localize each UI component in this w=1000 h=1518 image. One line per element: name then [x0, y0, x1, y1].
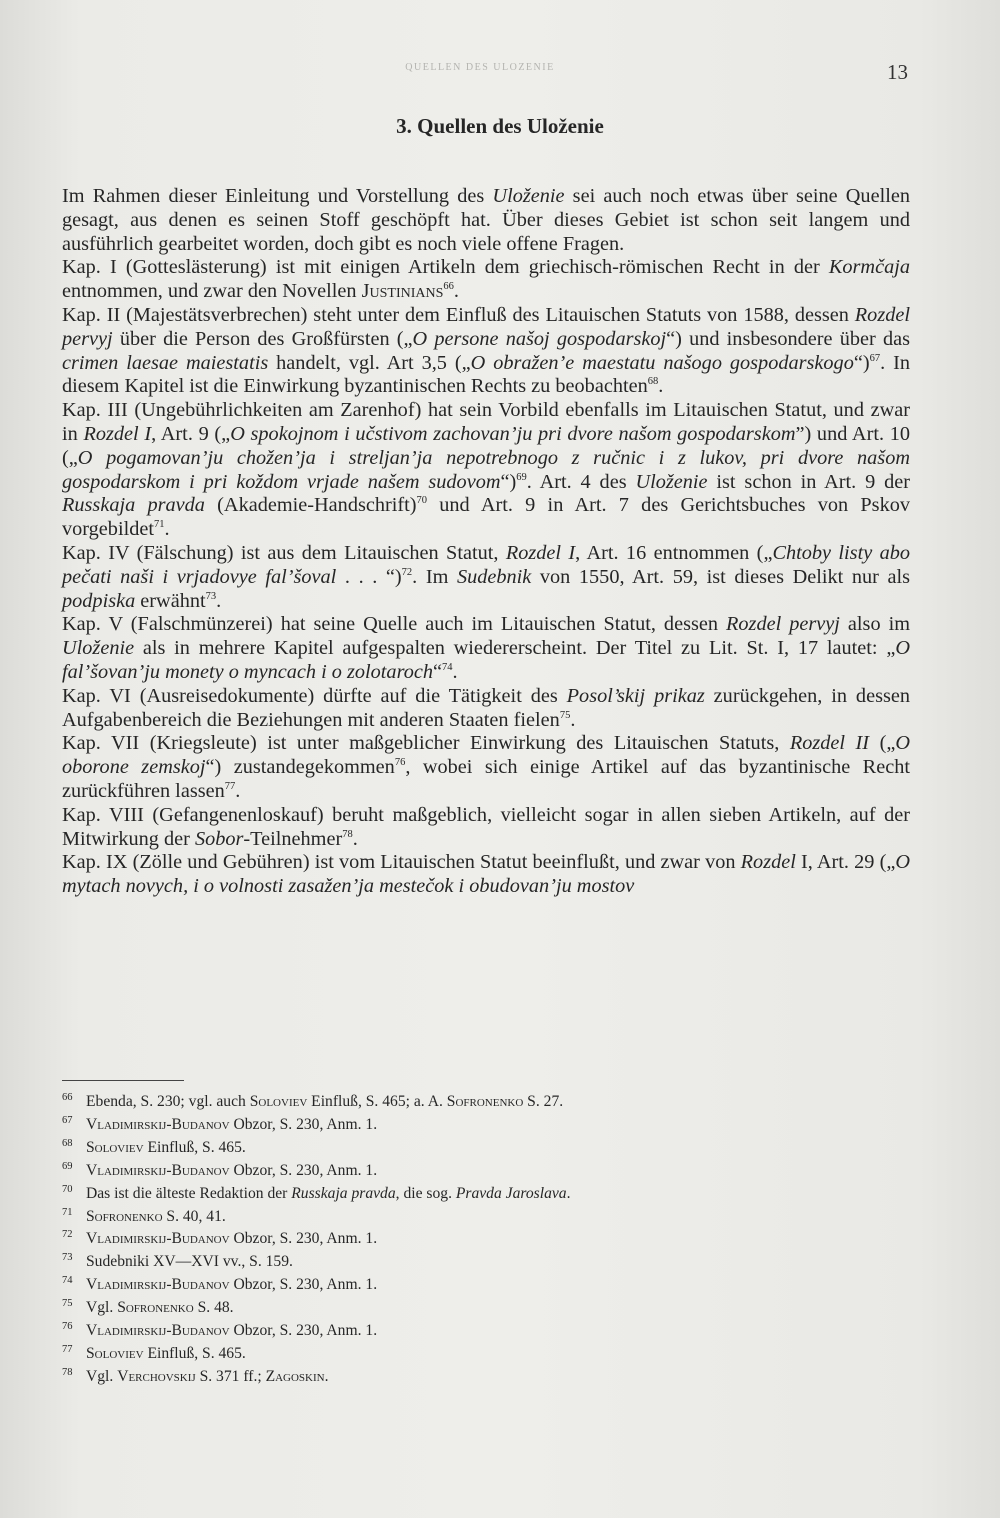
text-run: . — [570, 708, 576, 731]
text-run: . . . “) — [336, 565, 402, 588]
text-run: Einfluß, S. 465. — [143, 1344, 246, 1362]
footnote-ref: 69 — [516, 471, 527, 483]
footnote: 67 Vladimirskij-Budanov Obzor, S. 230, Anm. 1. — [62, 1114, 378, 1133]
footnote-ref: 78 — [342, 828, 353, 840]
text-run: über die Person des Großfürsten („ — [112, 327, 413, 350]
footnote: 71 Sofronenko S. 40, 41. — [62, 1206, 226, 1225]
paragraph — [62, 732, 910, 803]
footnote-ref: 67 — [869, 352, 881, 364]
footnote: 72 Vladimirskij-Budanov Obzor, S. 230, Anm. 1. — [62, 1229, 378, 1248]
footnote-divider — [62, 1080, 184, 1081]
italic-term: O oborone zemskoj — [62, 732, 911, 779]
text-run: . — [352, 827, 358, 850]
text-run: Im Rahmen dieser Einleitung und Vorstellung des — [62, 185, 493, 207]
text-run: sei auch noch etwas über seine Quellen gesagt, aus denen es seinen Stoff geschöpft hat. Über dieses Gebiet ist schon seit langem und ausführlich gearbeitet worden, doch gibt es noch viele offene Fragen. — [62, 185, 910, 255]
text-run: also im — [839, 613, 910, 636]
italic-term: Uloženie — [635, 470, 708, 493]
body-text — [62, 185, 910, 899]
text-run: . — [164, 518, 170, 541]
text-run: . In diesem Kapitel ist die Einwirkung byzantinischen Rechts zu beobachten — [62, 351, 910, 398]
footnote-ref: 76 — [394, 757, 406, 769]
italic-term: Uloženie — [62, 637, 135, 660]
text-run: Obzor, S. 230, Anm. 1. — [229, 1161, 378, 1179]
italic-term: crimen laesae maiestatis — [62, 351, 269, 374]
italic-term: Chtoby listy abo pečati naši i vrjadovye fal’šoval — [62, 541, 910, 588]
text-run: zurückgehen, in dessen Aufgabenbereich die Beziehungen mit anderen Staaten fielen — [62, 684, 911, 731]
text-run: . Art. 4 des — [526, 470, 636, 493]
italic-term: O spokojnom i učstivom zachovan’ju pri dvore našom gospodarskom — [230, 422, 796, 445]
text-run: . Im — [412, 565, 457, 588]
author-name: Zagoskin — [265, 1367, 325, 1385]
text-run: Kap. VII (Kriegsleute) ist unter maßgeblicher Einwirkung des Litauischen Statuts, — [62, 732, 790, 755]
text-run: von 1550, Art. 59, ist dieses Delikt nur als — [531, 565, 911, 588]
italic-term: Rozdel pervyj — [726, 613, 840, 636]
text-run: Kap. I (Gotteslästerung) ist mit einigen Artikeln dem griechisch-römischen Recht in der — [62, 256, 829, 279]
text-run: Vgl. — [86, 1367, 118, 1385]
footnote-ref: 73 — [205, 590, 217, 602]
text-run: “) — [853, 351, 870, 374]
text-run: handelt, vgl. Art 3,5 („ — [268, 351, 471, 374]
italic-term: Sobor — [194, 827, 244, 850]
text-run: Kap. IX (Zölle und Gebühren) ist vom Litauischen Statut beeinflußt, und zwar von — [62, 851, 741, 874]
footnote-ref: 77 — [224, 780, 236, 792]
text-run: “) zustandegekommen — [205, 756, 395, 779]
text-run: . — [658, 375, 664, 398]
text-run: Kap. VIII (Gefangenenloskauf) beruht maßgeblich, vielleicht sogar in allen sieben Artikeln, auf der Mitwirkung der — [62, 803, 910, 850]
text-run: Obzor, S. 230, Anm. 1. — [229, 1276, 378, 1294]
text-run: -Teilnehmer — [243, 827, 343, 850]
italic-term: O pogamovan’ju chožen’ja i streljan’ja nepotrebnogo z ručnic i z lukov, pri dvore našom gospodarskom i pri koždom vrjade našem sudovom — [62, 446, 910, 493]
footnote-ref: 74 — [442, 661, 453, 673]
paragraph — [62, 613, 910, 684]
author-name: Justinians — [361, 280, 444, 303]
footnote-ref: 70 — [416, 495, 428, 507]
footnote: 74 Vladimirskij-Budanov Obzor, S. 230, Anm. 1. — [62, 1275, 378, 1294]
text-run: S. 40, 41. — [162, 1207, 226, 1225]
text-run: , Art. 9 („ — [151, 422, 231, 445]
paragraph — [62, 804, 910, 852]
text-run: . — [235, 779, 241, 802]
text-run: Einfluß, S. 465. — [143, 1138, 246, 1156]
text-run: Obzor, S. 230, Anm. 1. — [229, 1230, 378, 1248]
paragraph — [62, 185, 910, 256]
author-name: Vladimirskij-Budanov — [86, 1276, 230, 1294]
italic-term: Russkaja pravda — [62, 494, 205, 517]
paragraph — [62, 304, 910, 399]
running-head: QUELLEN DES ULOZENIE — [405, 62, 555, 73]
text-run: , Art. 16 entnommen („ — [575, 541, 773, 564]
text-run: ”) und Art. 10 („ — [62, 422, 911, 469]
paragraph — [62, 851, 910, 899]
author-name: Sofronenko — [86, 1207, 163, 1225]
text-run: als in mehrere Kapitel aufgespalten wiedererscheint. Der Titel zu Lit. St. I, 17 lautet: „ — [134, 637, 896, 660]
text-run: ist schon in Art. 9 der — [707, 470, 910, 493]
footnote: 66 Ebenda, S. 230; vgl. auch Soloviev Einfluß, S. 465; a. A. Sofronenko S. 27. — [62, 1092, 564, 1110]
paragraph — [62, 399, 910, 542]
text-run: („ — [869, 732, 896, 755]
text-run: Sudebniki XV—XVI vv., S. 159. — [86, 1253, 293, 1271]
footnote: 77 Soloviev Einfluß, S. 465. — [62, 1343, 246, 1362]
italic-term: Sudebnik — [456, 565, 532, 588]
text-run: Obzor, S. 230, Anm. 1. — [229, 1115, 378, 1133]
footnote: 76 Vladimirskij-Budanov Obzor, S. 230, Anm. 1. — [62, 1321, 378, 1340]
section-title: 3. Quellen des Uloženie — [396, 114, 604, 138]
text-run: S. 27. — [523, 1093, 564, 1110]
text-run: S. 371 ff.; — [195, 1367, 266, 1385]
italic-term: Rozdel I — [505, 541, 576, 564]
text-run: . — [216, 589, 222, 612]
italic-term: Uloženie — [492, 185, 565, 207]
text-run: Kap. III (Ungebührlichkeiten am Zarenhof) hat sein Vorbild ebenfalls im Litauischen Statut, und zwar in — [62, 399, 910, 445]
italic-term: Posol’skij prikaz — [566, 684, 705, 707]
footnote: 75 Vgl. Sofronenko S. 48. — [62, 1298, 234, 1317]
page-number: 13 — [887, 60, 908, 84]
footnote: 68 Soloviev Einfluß, S. 465. — [62, 1137, 246, 1156]
author-name: Vladimirskij-Budanov — [86, 1161, 230, 1179]
text-run: Obzor, S. 230, Anm. 1. — [229, 1322, 378, 1340]
text-run: I, Art. 29 („ — [795, 851, 896, 874]
footnote: 70 Das ist die älteste Redaktion der Russkaja pravda, die sog. Pravda Jaroslava. — [62, 1183, 571, 1202]
text-run: Kap. II (Majestätsverbrechen) steht unter dem Einfluß des Litauischen Statuts von 1588, dessen — [62, 303, 855, 326]
footnote: 78 Vgl. Verchovskij S. 371 ff.; Zagoskin. — [62, 1366, 329, 1385]
paragraph — [62, 685, 910, 733]
text-run: und Art. 9 in Art. 7 des Gerichtsbuches von Pskov vorgebildet — [62, 494, 910, 541]
footnote-ref: 75 — [559, 709, 571, 721]
text-run: Kap. VI (Ausreisedokumente) dürfte auf die Tätigkeit des — [62, 684, 567, 707]
author-name: Soloviev — [86, 1344, 144, 1362]
text-run: entnommen, und zwar den Novellen — [62, 280, 362, 303]
italic-term: Rozdel I — [83, 422, 152, 445]
text-run: Vgl. — [86, 1299, 118, 1317]
text-run: “) und insbesondere über das — [666, 327, 910, 350]
text-run: Das ist die älteste Redaktion der — [86, 1184, 292, 1202]
italic-term: O mytach novych, i o volnosti zasažen’ja mestečok i obudovan’ju mostov — [62, 851, 910, 898]
italic-term: Kormčaja — [828, 256, 910, 279]
text-run: , wobei sich einige Artikel auf das byzantinische Recht zurückführen lassen — [62, 756, 910, 802]
text-run: erwähnt — [135, 589, 206, 612]
footnote-ref: 66 — [443, 281, 454, 293]
italic-term: O fal’šovan’ju monety o myncach i o zolotaroch — [62, 637, 910, 683]
italic-term: O persone našoj gospodarskoj — [412, 327, 667, 350]
footnote-ref: 71 — [154, 519, 165, 531]
text-run: (Akademie-Handschrift) — [204, 494, 417, 517]
text-run: Kap. V (Falschmünzerei) hat seine Quelle auch im Litauischen Statut, dessen — [62, 613, 727, 636]
author-name: Sofronenko — [117, 1299, 194, 1317]
italic-term: Pravda Jaroslava — [455, 1184, 567, 1202]
author-name: Vladimirskij-Budanov — [86, 1230, 230, 1248]
text-run: . — [566, 1184, 571, 1202]
text-run: “) — [500, 470, 517, 493]
italic-term: podpiska — [62, 589, 136, 612]
italic-term: Rozdel — [740, 851, 796, 874]
footnote: 69 Vladimirskij-Budanov Obzor, S. 230, Anm. 1. — [62, 1160, 378, 1179]
footnote-ref: 72 — [401, 566, 413, 578]
paragraph — [62, 542, 910, 613]
footnotes — [62, 1091, 882, 1389]
text-run: . — [324, 1367, 329, 1385]
text-run: , die sog. — [395, 1184, 456, 1202]
footnote: 73 Sudebniki XV—XVI vv., S. 159. — [62, 1252, 293, 1271]
author-name: Vladimirskij-Budanov — [86, 1322, 230, 1340]
text-run: Ebenda, S. 230; vgl. auch — [86, 1093, 250, 1110]
italic-term: Rozdel pervyj — [62, 303, 910, 350]
text-run: . — [453, 280, 459, 303]
author-name: Soloviev — [249, 1093, 308, 1110]
text-run: Einfluß, S. 465; a. A. — [307, 1093, 447, 1110]
text-run: “ — [433, 660, 443, 683]
author-name: Soloviev — [86, 1138, 144, 1156]
author-name: Verchovskij — [117, 1367, 196, 1385]
author-name: Vladimirskij-Budanov — [86, 1115, 230, 1133]
text-run: S. 48. — [193, 1299, 234, 1317]
italic-term: O obražen’e maestatu našogo gospodarskogo — [470, 351, 854, 374]
italic-term: Russkaja pravda — [291, 1184, 396, 1202]
footnote-ref: 68 — [647, 376, 659, 388]
paragraph — [62, 256, 910, 304]
text-run: Kap. IV (Fälschung) ist aus dem Litauischen Statut, — [62, 541, 506, 564]
text-run: . — [452, 660, 458, 683]
italic-term: Rozdel II — [789, 732, 870, 755]
author-name: Sofronenko — [446, 1093, 524, 1110]
